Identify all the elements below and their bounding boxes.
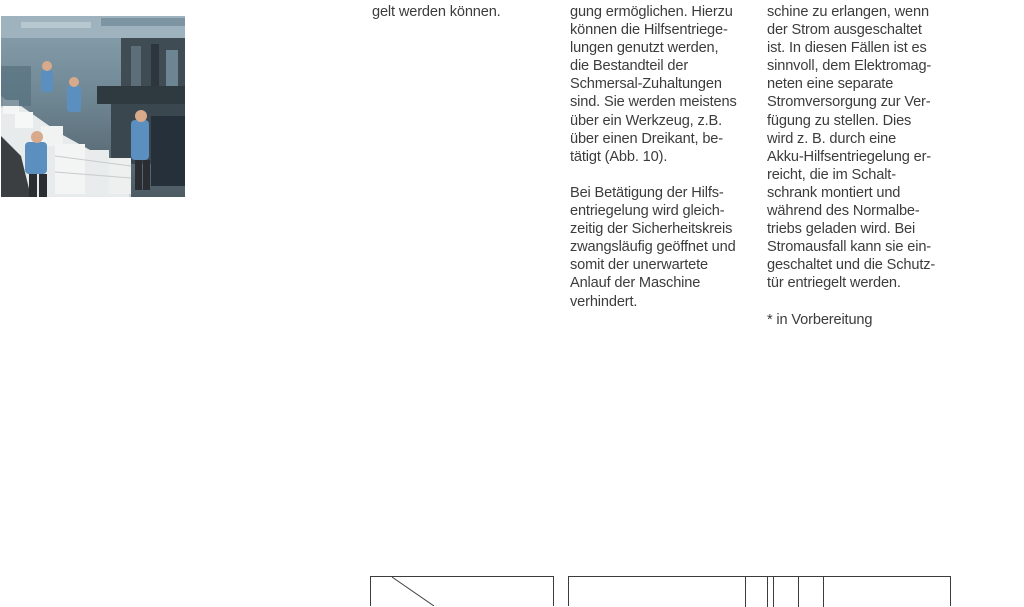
text-line: tür entriegelt werden. <box>767 275 901 292</box>
factory-workers-photo <box>1 16 185 197</box>
text-line: geschaltet und die Schutz- <box>767 257 936 274</box>
text-line: verhindert. <box>570 293 638 310</box>
frame-divider <box>823 577 824 607</box>
diagram-frame-right <box>568 576 951 606</box>
text-line: fügung zu stellen. Dies <box>767 112 912 129</box>
footnote <box>767 311 957 329</box>
text-line: während des Normalbe- <box>767 203 920 220</box>
text-line: können die Hilfsentriege- <box>570 22 728 39</box>
frame-divider <box>767 577 768 607</box>
column1-paragraph <box>372 3 562 21</box>
column3-paragraph-1 <box>767 3 957 293</box>
text-line: sinnvoll, dem Elektromag- <box>767 58 932 75</box>
text-line: Anlauf der Maschine <box>570 275 701 292</box>
text-line: entriegelung wird gleich- <box>570 203 725 220</box>
text-line: wird z. B. durch eine <box>767 130 897 147</box>
text-line: der Strom ausgeschaltet <box>767 22 922 39</box>
frame-divider <box>798 577 799 607</box>
text-line: schrank montiert und <box>767 184 901 201</box>
text-line: Stromausfall kann sie ein- <box>767 239 932 256</box>
diagram-frame-left <box>370 576 554 606</box>
text-line: Stromversorgung zur Ver- <box>767 94 931 111</box>
text-line: schine zu erlangen, wenn <box>767 4 929 20</box>
text-line: über ein Werkzeug, z.B. <box>570 112 723 129</box>
text-line: Schmersal-Zuhaltungen <box>570 76 722 93</box>
diagram-diagonal-line <box>370 576 554 606</box>
frame-divider <box>745 577 746 607</box>
text-line: zwangsläufig geöffnet und <box>570 239 736 256</box>
text-line: somit der unerwartete <box>570 257 708 274</box>
text-line: über einen Dreikant, be- <box>570 130 723 147</box>
text-line: die Bestandteil der <box>570 58 689 75</box>
footnote-text: * in Vorbereitung <box>767 311 873 328</box>
text-line: sind. Sie werden meistens <box>570 94 737 111</box>
text-line: lungen genutzt werden, <box>570 40 719 57</box>
text-line: tätigt (Abb. 10). <box>570 148 668 165</box>
text-line: gung ermöglichen. Hierzu <box>570 4 733 20</box>
text-column-2 <box>570 3 760 329</box>
column2-paragraph-1 <box>570 3 760 166</box>
text-line: neten eine separate <box>767 76 894 93</box>
text-column-1 <box>372 3 562 39</box>
text-line: gelt werden können. <box>372 4 501 20</box>
text-line: Bei Betätigung der Hilfs- <box>570 184 724 201</box>
text-line: Akku-Hilfsentriegelung er- <box>767 148 931 165</box>
factory-photo-illustration <box>1 16 185 197</box>
text-line: zeitig der Sicherheitskreis <box>570 221 733 238</box>
text-line: triebs geladen wird. Bei <box>767 221 916 238</box>
column2-paragraph-2 <box>570 184 760 311</box>
text-line: ist. In diesen Fällen ist es <box>767 40 927 57</box>
text-line: reicht, die im Schalt- <box>767 166 896 183</box>
frame-divider <box>773 577 774 607</box>
text-column-3 <box>767 3 957 347</box>
